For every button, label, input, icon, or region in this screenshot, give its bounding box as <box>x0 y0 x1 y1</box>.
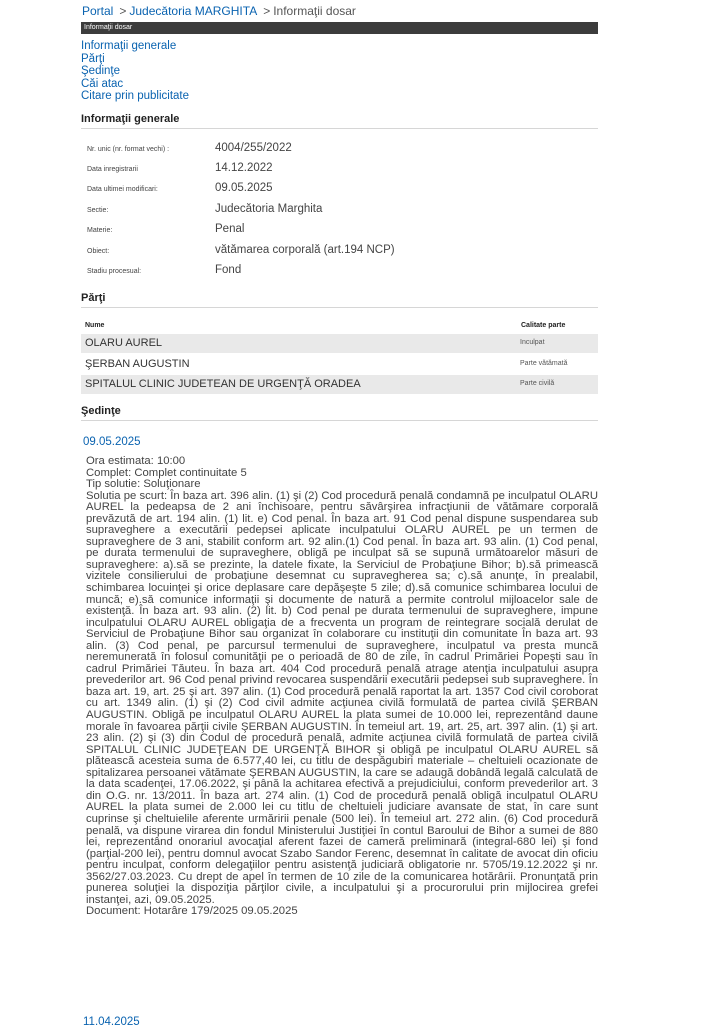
breadcrumb <box>82 4 356 18</box>
section-heading-parti: Părţi <box>81 292 598 308</box>
breadcrumb-current: Informaţii dosar <box>273 4 356 18</box>
nav-link-parti[interactable]: Părţi <box>81 52 105 65</box>
info-value: 14.12.2022 <box>215 162 273 174</box>
info-value: 4004/255/2022 <box>215 142 292 154</box>
info-row <box>87 182 597 200</box>
party-role: Parte vătămată <box>520 360 568 367</box>
party-role: Parte civilă <box>520 380 555 387</box>
nav-link-sedinte[interactable]: Şedinţe <box>81 65 121 78</box>
breadcrumb-separator: > <box>119 4 127 18</box>
breadcrumb-portal-link[interactable]: Portal <box>82 4 114 18</box>
info-row <box>87 162 597 180</box>
info-label: Nr. unic (nr. format vechi) : <box>87 146 170 153</box>
session-solutia: Solutia pe scurt: În baza art. 396 alin. (1) şi (2) Cod procedură penală condamnă pe inculpatul OLARU AUREL la pedeapsa de 2 ani închisoare, pentru săvârşirea infracţiunii de vătămare corporală prevăzută de art. 194 alin. (1) lit. e) Cod penal. În baza art. 91 Cod penal dispune suspendarea sub supraveghere a executării pedepsei aplicate inculpatului OLARU AUREL pe un termen de supraveghere de 3 ani, stabilit conform art. 92 alin.(1) Cod penal. În baza art. 93 alin. (1) Cod penal, pe durata termenului de supraveghere, obligă pe inculpat să se supună următoarelor măsuri de supraveghere: a).să se prezinte, la datele fixate, la Serviciul de Probaţiune Bihor; b).să primească vizitele consilierului de probaţiune desemnat cu supravegherea sa; c).să anunţe, în prealabil, schimbarea locuinţei şi orice deplasare care depăşeşte 5 zile; d).să comunice schimbarea locului de muncă; e).să comunice informaţii şi documente de natură a permite controlul mijloacelor sale de existenţă. În baza art. 93 alin. (2) lit. b) Cod penal pe durata termenului de supraveghere, impune inculpatului OLARU AUREL obligaţia de a frecventa un program de reintegrare socială derulat de Serviciul de Probaţiune Bihor sau organizat în colaborare cu instituţii din comunitate În baza art. 93 alin. (3) Cod penal, pe parcursul termenului de supraveghere, inculpatul va presta muncă neremunerată în folosul comunităţii pe o perioadă de 80 de zile, în cadrul Primăriei Popeşti sau în cadrul Primăriei Tăuteu. În baza art. 404 Cod procedură penală atrage atenţia inculpatului asupra prevederilor art. 96 Cod penal privind revocarea suspendării executării pedepsei sub supraveghere. În baza art. 19, art. 25 şi art. 397 alin. (1) Cod procedură penală raportat la art. 1357 Cod civil coroborat cu art. 1349 alin. (1) şi (2) Cod civil admite acţiunea civilă formulată de partea civilă ŞERBAN AUGUSTIN. Obligă pe inculpatul OLARU AUREL la plata sumei de 10.000 lei, reprezentând daune morale în favoarea părţii civile ŞERBAN AUGUSTIN. În temeiul art. 19, art. 25, art. 397 alin. (1) şi art. 23 alin. (2) şi (3) din Codul de procedură penală, admite acţiunea civilă formulată de partea civilă SPITALUL CLINIC JUDEŢEAN DE URGENŢĂ BIHOR şi obligă pe inculpatul OLARU AUREL să plătească acesteia suma de 6.577,40 lei, cu titlu de despăgubiri materiale – cheltuieli ocazionate de spitalizarea persoanei vătămate ŞERBAN AUGUSTIN, la care se adaugă dobândă legală calculată de la data scadenţei, 17.06.2022, şi până la achitarea efectivă a prejudiciului, conform prevederilor art. 3 din O.G. nr. 13/2011. În baza art. 274 alin. (1) Cod de procedură penală obligă inculpatul OLARU AUREL la plata sumei de 2.000 lei cu titlu de cheltuieli judiciare avansate de stat, în care sunt cuprinse şi cheltuielile aferente urmăririi penale (500 lei). În temeiul art. 272 alin. (6) Cod procedură penală, va dispune virarea din fondul Ministerului Justiţiei în contul Baroului de Bihor a sumei de 880 lei, reprezentând onorariul avocaţial aferent fazei de cameră preliminară (integral-680 lei) şi fond (parţial-200 lei), pentru domnul avocat Szabo Sandor Ferenc, desemnat în calitate de avocat din oficiu pentru inculpat, conform delegaţiilor pentru asistenţă judiciară obligatorie nr. 5705/19.12.2022 şi nr. 3562/27.03.2023. Cu drept de apel în termen de 10 zile de la comunicarea hotărârii. Pronunţată prin punerea soluţiei la dispoziţia părţilor civile, a inculpatului şi a procurorului prin mijlocirea grefei instanţei, azi, 09.05.2025. <box>86 489 598 906</box>
party-name: SPITALUL CLINIC JUDETEAN DE URGENŢĂ ORADEA <box>85 378 361 390</box>
breadcrumb-court-link[interactable]: Judecătoria MARGHITA <box>129 4 258 18</box>
nav-link-cai-atac[interactable]: Căi atac <box>81 77 124 90</box>
info-label: Obiect: <box>87 248 110 255</box>
party-name: ŞERBAN AUGUSTIN <box>85 358 190 370</box>
session-date: 09.05.2025 <box>83 436 141 448</box>
info-value: Fond <box>215 264 242 276</box>
info-label: Materie: <box>87 227 113 234</box>
info-row <box>87 142 597 160</box>
info-value: Judecătoria Marghita <box>215 203 323 215</box>
info-label: Data ultimei modificari: <box>87 186 158 193</box>
table-row <box>81 375 598 394</box>
session-complet: Complet: Complet continuitate 5 <box>86 466 247 479</box>
session-tip-solutie: Tip solutie: Soluţionare <box>86 478 201 491</box>
section-heading-sedinte: Şedinţe <box>81 405 598 421</box>
session-date: 11.04.2025 <box>83 1016 140 1028</box>
info-row <box>87 264 597 282</box>
info-row <box>87 244 597 262</box>
nav-link-informatii-generale[interactable]: Informaţii generale <box>81 40 177 52</box>
info-label: Sectie: <box>87 207 109 214</box>
parti-table-header <box>81 319 598 333</box>
party-role: Inculpat <box>520 339 545 346</box>
info-label: Data inregistrarii <box>87 166 138 173</box>
info-value: 09.05.2025 <box>215 182 273 194</box>
breadcrumb-separator: > <box>263 4 271 18</box>
nav-link-citare[interactable]: Citare prin publicitate <box>81 90 190 103</box>
table-row <box>81 355 598 374</box>
info-label: Stadiu procesual: <box>87 268 142 275</box>
section-nav <box>81 40 189 103</box>
info-value: Penal <box>215 223 245 235</box>
title-bar: Informaţii dosar <box>81 22 598 34</box>
party-name: OLARU AUREL <box>85 337 163 349</box>
info-value: vătămarea corporală (art.194 NCP) <box>215 244 395 256</box>
session-details <box>86 456 598 918</box>
info-row <box>87 203 597 221</box>
table-row <box>81 334 598 353</box>
col-header-name: Nume <box>85 322 105 329</box>
info-row <box>87 223 597 241</box>
section-heading-general: Informaţii generale <box>81 113 598 129</box>
col-header-role: Calitate parte <box>521 322 566 329</box>
session-document: Document: Hotarâre 179/2025 09.05.2025 <box>86 905 298 918</box>
session-ora: Ora estimata: 10:00 <box>86 455 186 467</box>
